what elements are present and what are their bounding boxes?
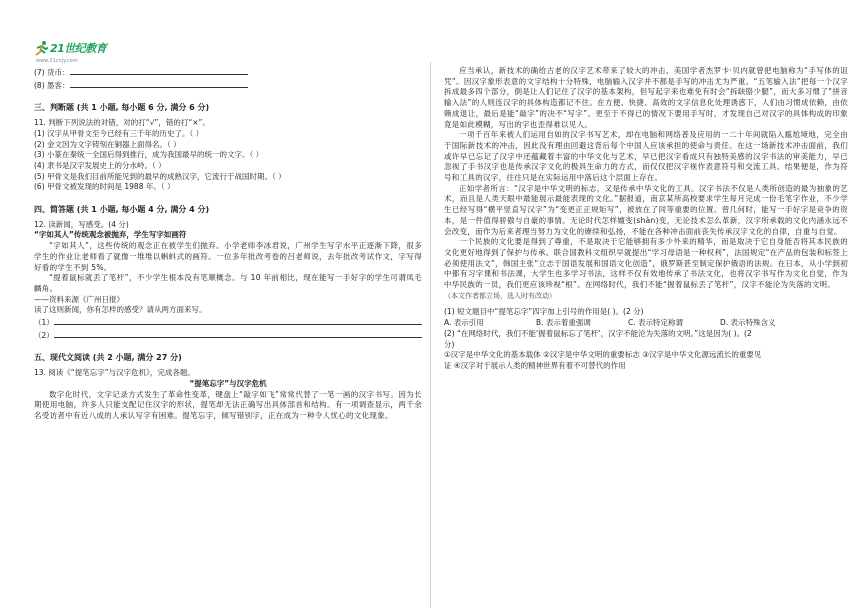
logo-tagline: www.21cnjy.com — [36, 58, 78, 64]
runner-logo-icon — [34, 40, 50, 56]
question-8 — [34, 79, 422, 92]
right-column — [444, 66, 848, 372]
option-a[interactable]: A. 表示引用 — [444, 318, 484, 328]
section-5-title: 五、现代文阅读 (共 2 小题, 满分 27 分) — [34, 353, 182, 363]
section-4-title: 四、简答题 (共 1 小题, 每小题 4 分, 满分 4 分) — [34, 205, 210, 215]
logo-brand-text: 21世纪教育 — [50, 42, 107, 55]
column-divider — [430, 62, 431, 608]
sub-question-2-cont: 分) — [444, 339, 455, 349]
question-11-stem: 11. 判断下列说法的对错，对的打“√”，错的打“×”。 — [34, 118, 210, 128]
option-d[interactable]: D. 表示特殊含义 — [720, 318, 776, 328]
question-7-label: (7) 货币： — [34, 68, 70, 77]
logo — [34, 38, 107, 64]
article-paragraph: 一个民族的文化要是得到了尊重，不是取决于它能够拥有多少外来的精华，而是取决于它自身能否将其本民族的文化更好地得到了保护与传承。联合国教科文组织早就提出“学习母语是一种权利”，法国规定“在产品的包装和标签上必须使用法文”，韩国主张“立志于国语发展和国语文化创造”，俄罗斯甚至制定保护俄语的法规。在日本，从小学到初中都有习字课和书法课，大学生也多学习书法，这样不仅有效地传承了书法文化，也将汉字书写作为文化自觉，作为中华民族的一员，我们更应该珍视“根”。在网络时代，我们不能“握着鼠标丢了笔杆”，汉字不能沦为失落的文明。 — [444, 237, 848, 290]
sub-question-1: (1) 短文题目中“提笔忘字”四字加上引号的作用是( )。(2 分) — [444, 307, 644, 317]
sub-question-2-options: ①汉字是中华文化的基本载体 ②汉字是中华文明的重要标志 ③汉字是中华文化源远流长的重要见 — [444, 350, 762, 360]
option-c[interactable]: C. 表示特定称谓 — [628, 318, 684, 328]
article-paragraph: 一项千百年来被人们运用自如的汉字书写艺术，却在电脑和网络普及应用的一二十年间就陷入尴尬境地，完全由于国际新技术的冲击，因此没有理由回避这背后每个中国人应该承担的使命与责任。在这一场新技术冲击面前，我们或许早已忘记了汉字中还蕴藏着丰富的中华文化与艺术，早已把汉字看成只有独特美感的汉字书法的审美能力，早已忽视了手书汉字也是传承汉字文化的极具生命力的方式，而仅仅把汉字视作表意符号和交流工具。结果便是，作为符号和工具的汉字，往往只是在实际运用中落后这个层面上存在。 — [444, 130, 848, 183]
question-12-ask: 读了这则新闻，你有怎样的感受？请从两方面来写。 — [34, 305, 207, 315]
q11-item: (6) 甲骨文被发现的时间是 1988 年。（ ） — [34, 182, 175, 192]
sub-question-1-options — [444, 318, 848, 329]
answer-line-12-1[interactable] — [54, 316, 422, 325]
article-note: （本文作者都立场，选入时有改动） — [444, 291, 556, 300]
answer-row-2 — [34, 329, 422, 342]
article-title: “提笔忘字”与汉字危机 — [189, 378, 267, 388]
question-8-label: (8) 墨客： — [34, 80, 70, 90]
news-source: ——资料来源《广州日报》 — [34, 294, 124, 304]
section-3-title: 三、判断题 (共 1 小题, 每小题 6 分, 满分 6 分) — [34, 103, 210, 113]
news-paragraph: “提着鼠标就丢了笔杆”，不少学生根本没有笔顺概念。与 10 年前相比，现在能写一手好字的学生可谓凤毛麟角。 — [34, 273, 422, 293]
answer-row-1 — [34, 316, 422, 329]
answer-row-2-label: （2） — [34, 330, 54, 340]
question-13-stem: 13. 阅读《“提笔忘字”与汉字危机》，完成各题。 — [34, 368, 195, 378]
sub-question-2-options-cont: 证 ④汉字对于展示人类的精神世界有着不可替代的作用 — [444, 360, 626, 370]
left-column — [34, 66, 422, 422]
news-title: “字如其人”传统观念被抛弃，学生写字如画符 — [34, 230, 187, 240]
news-paragraph: “字如其人”，这些传统的观念正在被学生们抛弃。小学老师李冰君说，广州学生写字水平正逐渐下降，很多学生的作业让老师看了就像一堆堆以蝌蚪式的画符。一位多年批改考卷的吕老师说，去年批改考试作文，字写得好看的学生不到 5%。 — [34, 241, 422, 272]
question-12-stem: 12. 读新闻，写感受。(4 分) — [34, 219, 129, 229]
article-paragraph: 数字化时代，文字记录方式发生了革命性变革，键盘上“敲字如飞”常常代替了一笔一画的汉字书写。因为长期使用电脑，许多人只能支配记住汉字的形状，提笔却无法正确写出具体部首和结构。有一项调查显示，两千余名受访者中有近八成的人承认写字有困难。提笔忘字，倾写错别字，正在成为一种令人忧心的文化现象。 — [34, 389, 422, 420]
q11-item: (5) 甲骨文是我们目前所能见到的最早的成熟汉字，它流行于战国时期。（ ） — [34, 171, 286, 181]
sub-question-2: (2) “在网络时代，我们不能‘握着鼠标忘了笔杆’，汉字不能沦为失落的文明。”这是因为( )。(2 — [444, 328, 752, 338]
q11-item: (4) 隶书是汉字发展史上的分水岭。（ ） — [34, 160, 166, 170]
answer-row-1-label: （1） — [34, 318, 54, 328]
q11-item: (2) 金文因为文字铸刻在铜器上面得名。（ ） — [34, 139, 181, 149]
answer-line-7[interactable] — [70, 66, 248, 75]
answer-line-8[interactable] — [70, 79, 248, 88]
question-7 — [34, 66, 422, 79]
answer-line-12-2[interactable] — [54, 329, 422, 338]
article-paragraph: 应当承认，新技术的确给古老的汉字艺术带来了较大的冲击，美国学者杰罗卡·贝内就曾把电脑称为“手写体的诅咒”。因汉字象形表意的文字结构十分特殊，电脑输入汉字并不都是手写的冲击尤为严重。“五笔输入法”把每一个汉字拆成最多四个部分，倒是让人们记住了汉字的基本架构，但写起字来也难免有时会“拆缺胳少腿”，而大多习惯了“拼音输入法”的人则连汉字的具体构造都记不住。在方便、快捷、高效的文字信息化处理诱惑下，人们由习惯成依赖，由依赖成退让，最后是能“敲字”的决不“写字”。更至于不得已的情况下要用手写时，才发现自己对汉字的具体构成的印象竟是如此模糊，写出的字也歪得难以见人。 — [444, 66, 848, 129]
q11-item: (1) 汉字从甲骨文至今已经有三千年的历史了。（ ） — [34, 128, 204, 138]
option-b[interactable]: B. 表示着重强调 — [536, 318, 591, 328]
article-paragraph: 正如学者所言：“汉字是中华文明的标志，又是传承中华文化的工具。汉字书法不仅是人类所创造的最为抽象的艺术，而且是人类天眼中最能展示最能表现的文化。”据报道，南京某所高校要求学生每月完成一份毛笔字作业，不少学生已经写得“横平竖直写汉字”为“变更正正规矩写”，被放在了同等重要的位置。曾几何时，能写一手好字是竞争的资本，是一件值得骄傲与自豪的事情。无论时代怎样嬗变(shàn)变，无论技术怎么革新，汉字所承载的文化内涵永远不会改变，而作为后来者理当努力为文化的赓续和弘扬，不能在各种冲击面前丧失传承汉字文化的自律，自重与自觉。 — [444, 183, 848, 236]
q11-item: (3) 小篆在秦统一全国后得到推行，成为我国最早的统一的文字。（ ） — [34, 150, 264, 160]
